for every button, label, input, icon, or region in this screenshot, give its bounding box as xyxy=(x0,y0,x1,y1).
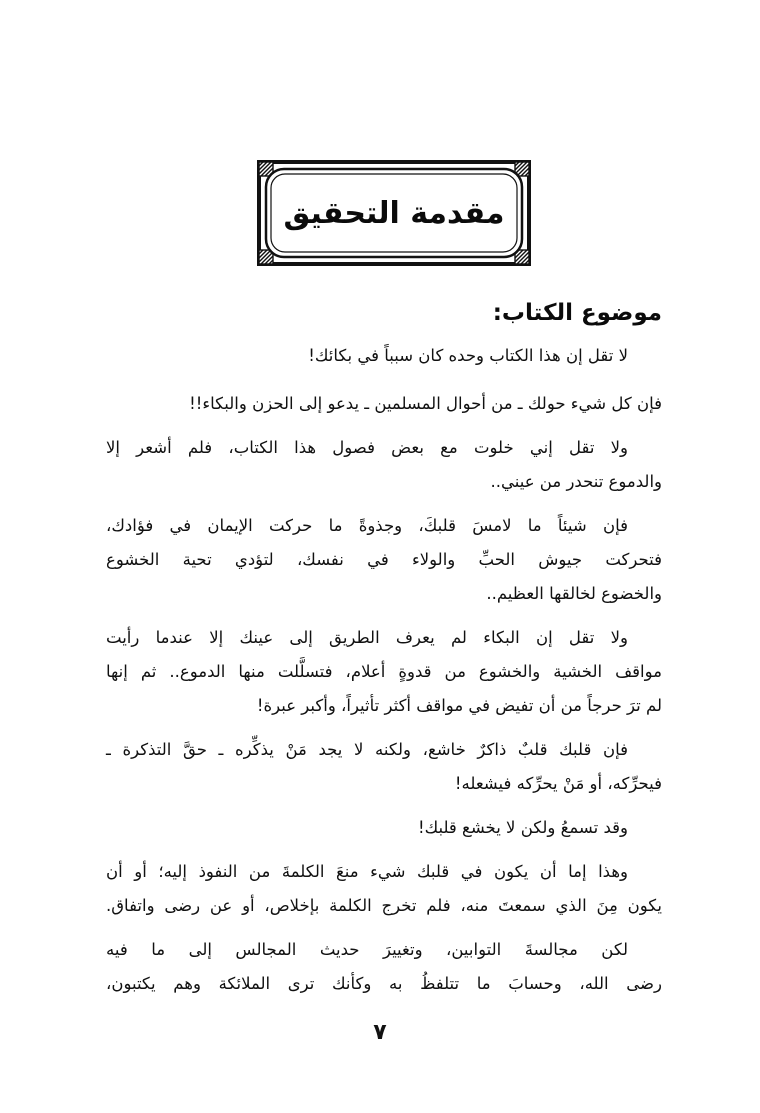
paragraph-line: لكن مجالسةَ التوابين، وتغييرَ حديث المجالس إلى ما فيه xyxy=(106,940,628,959)
paragraph-line: مواقف الخشية والخشوع من قدوةٍ أعلام، فتسلَّلت منها الدموع.. ثم إنها xyxy=(106,662,662,681)
paragraph-line: فإن كل شيء حولك ـ من أحوال المسلمين ـ يدعو إلى الحزن والبكاء!! xyxy=(189,394,662,413)
paragraph-line: والدموع تنحدر من عيني.. xyxy=(490,472,662,491)
paragraph-line: ولا تقل إن البكاء لم يعرف الطريق إلى عينك إلا عندما رأيت xyxy=(106,628,628,647)
paragraph-line: فإن شيئاً ما لامسَ قلبكَ، وجذوةً ما حركت الإيمان في فؤادك، xyxy=(106,516,628,535)
paragraph-line: يكون مِنَ الذي سمعتَ منه، فلم تخرج الكلمة بإخلاص، أو عن رضى واتفاق. xyxy=(106,896,662,915)
paragraph-line: وقد تسمعُ ولكن لا يخشع قلبك! xyxy=(417,818,628,837)
paragraph-line: فيحرِّكه، أو مَنْ يحرِّكه فيشعله! xyxy=(454,774,662,793)
paragraph-line: وهذا إما أن يكون في قلبك شيء منعَ الكلمةَ من النفوذ إليه؛ أو أن xyxy=(106,862,628,881)
paragraph-line: لا تقل إن هذا الكتاب وحده كان سبباً في بكائك! xyxy=(308,346,628,365)
title-frame xyxy=(256,159,532,267)
paragraph-line: والخضوع لخالقها العظيم.. xyxy=(486,584,662,603)
paragraph-line: ولا تقل إني خلوت مع بعض فصول هذا الكتاب، فلم أشعر إلا xyxy=(106,438,628,457)
page-number: ٧ xyxy=(373,1020,387,1045)
paragraph-line: لم ترَ حرجاً من أن تفيض في مواقف أكثر تأثيراً، وأكبر عبرة! xyxy=(256,696,662,715)
section-heading: موضوع الكتاب: xyxy=(492,300,662,326)
chapter-title: مقدمة التحقيق xyxy=(283,195,505,231)
paragraph-line: فإن قلبك قلبٌ ذاكرٌ خاشع، ولكنه لا يجد مَنْ يذكِّره ـ حقَّ التذكرة ـ xyxy=(106,740,628,759)
paragraph-line: رضى الله، وحسابَ ما تتلفظُ به وكأنك ترى الملائكة وهم يكتبون، xyxy=(106,974,662,993)
paragraph-line: فتحركت جيوش الحبِّ والولاء في نفسك، لتؤدي تحية الخشوع xyxy=(106,550,662,569)
